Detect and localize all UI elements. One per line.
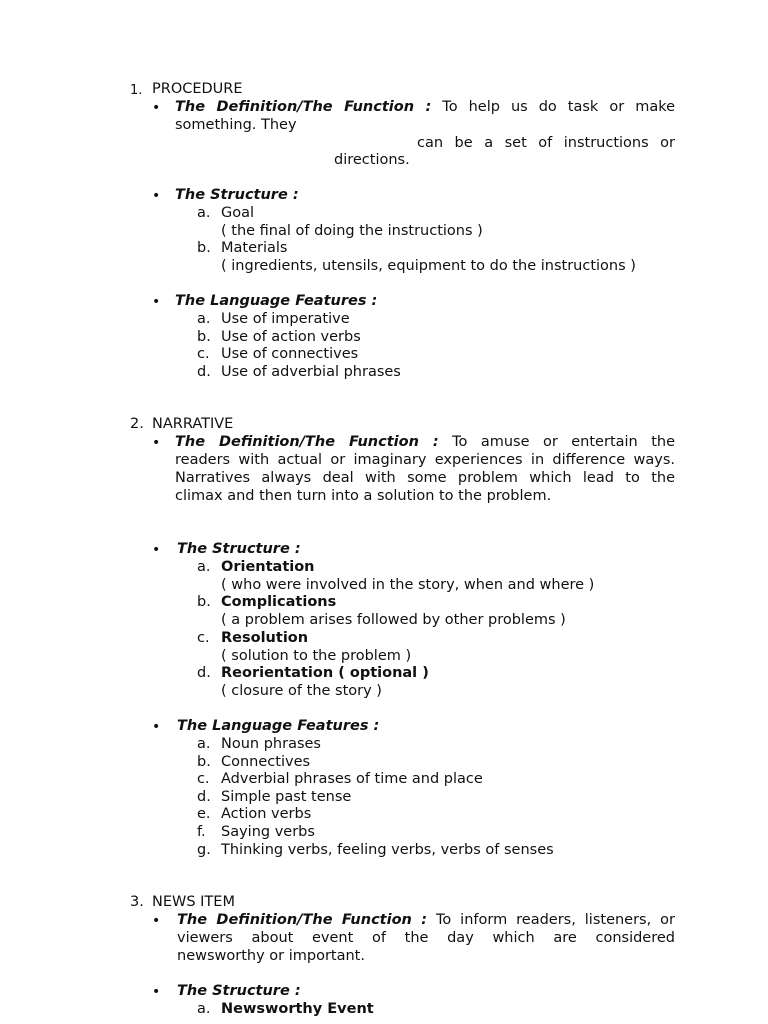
list-item: Goal (221, 205, 255, 221)
definition-line: Narratives always deal with some problem which lead to the (175, 470, 675, 486)
list-marker: g. (197, 842, 211, 858)
list-item: Thinking verbs, feeling verbs, verbs of senses (221, 842, 554, 858)
list-marker: d. (197, 364, 211, 380)
list-marker: a. (197, 1001, 211, 1017)
definition-line: can be a set of instructions or (417, 135, 675, 151)
list-item: Use of imperative (221, 311, 350, 327)
definition-line (175, 99, 675, 117)
list-item: Connectives (221, 754, 311, 770)
list-item: Complications (221, 594, 337, 610)
definition-label: The Definition/The Function : (175, 99, 432, 115)
definition-label: The Definition/The Function : (177, 912, 428, 928)
definition-label: The Definition/The Function : (175, 434, 439, 450)
bullet-icon: • (152, 719, 161, 735)
section-number: 2. (130, 416, 144, 432)
list-item: Use of adverbial phrases (221, 364, 401, 380)
definition-text: To inform readers, listeners, or (427, 912, 675, 928)
bullet-icon: • (152, 100, 161, 116)
list-item-note: ( solution to the problem ) (221, 648, 412, 664)
list-marker: e. (197, 806, 211, 822)
definition-line: readers with actual or imaginary experiences in difference ways. (175, 452, 675, 468)
structure-label: The Structure : (175, 187, 299, 203)
list-marker: a. (197, 205, 211, 221)
list-marker: c. (197, 771, 210, 787)
definition-line (175, 434, 675, 452)
section-number: 1. (130, 83, 143, 98)
definition-line: viewers about event of the day which are considered (177, 930, 675, 946)
definition-line: directions. (334, 152, 410, 168)
list-item-note: ( ingredients, utensils, equipment to do the instructions ) (221, 258, 636, 274)
list-item: Reorientation ( optional ) (221, 665, 429, 681)
list-item: Saying verbs (221, 824, 315, 840)
definition-line: something. They (175, 117, 297, 133)
list-item-note: ( who were involved in the story, when and where ) (221, 577, 595, 593)
list-item: Newsworthy Event (221, 1001, 374, 1017)
list-item-note: ( closure of the story ) (221, 683, 382, 699)
bullet-icon: • (152, 188, 161, 204)
list-marker: c. (197, 346, 210, 362)
list-marker: a. (197, 311, 211, 327)
bullet-icon: • (152, 435, 161, 451)
list-item-note: ( the final of doing the instructions ) (221, 223, 483, 239)
list-marker: d. (197, 789, 211, 805)
list-item: Orientation (221, 559, 315, 575)
definition-line (177, 912, 675, 930)
list-marker: b. (197, 594, 211, 610)
list-item-note: ( a problem arises followed by other problems ) (221, 612, 566, 628)
bullet-icon: • (152, 294, 161, 310)
list-marker: b. (197, 240, 211, 256)
list-marker: d. (197, 665, 211, 681)
list-item: Use of connectives (221, 346, 359, 362)
bullet-icon: • (152, 542, 161, 558)
definition-line: newsworthy or important. (177, 948, 365, 964)
list-marker: b. (197, 754, 211, 770)
list-item: Action verbs (221, 806, 312, 822)
list-marker: a. (197, 736, 211, 752)
definition-text: To amuse or entertain the (438, 434, 675, 450)
list-marker: f. (197, 824, 206, 840)
list-marker: b. (197, 329, 211, 345)
list-marker: a. (197, 559, 211, 575)
definition-text: To help us do task or make (431, 99, 676, 115)
list-item: Use of action verbs (221, 329, 361, 345)
definition-line: climax and then turn into a solution to the problem. (175, 488, 552, 504)
bullet-icon: • (152, 984, 161, 1000)
section-title: NARRATIVE (152, 416, 234, 432)
list-item: Noun phrases (221, 736, 321, 752)
list-item: Simple past tense (221, 789, 352, 805)
structure-label: The Structure : (177, 541, 301, 557)
list-marker: c. (197, 630, 210, 646)
language-features-label: The Language Features : (177, 718, 380, 734)
section-title: PROCEDURE (152, 81, 243, 97)
structure-label: The Structure : (177, 983, 301, 999)
language-features-label: The Language Features : (175, 293, 378, 309)
list-item: Adverbial phrases of time and place (221, 771, 483, 787)
section-number: 3. (130, 894, 144, 910)
section-title: NEWS ITEM (152, 894, 235, 910)
list-item: Materials (221, 240, 288, 256)
list-item: Resolution (221, 630, 309, 646)
bullet-icon: • (152, 913, 161, 929)
